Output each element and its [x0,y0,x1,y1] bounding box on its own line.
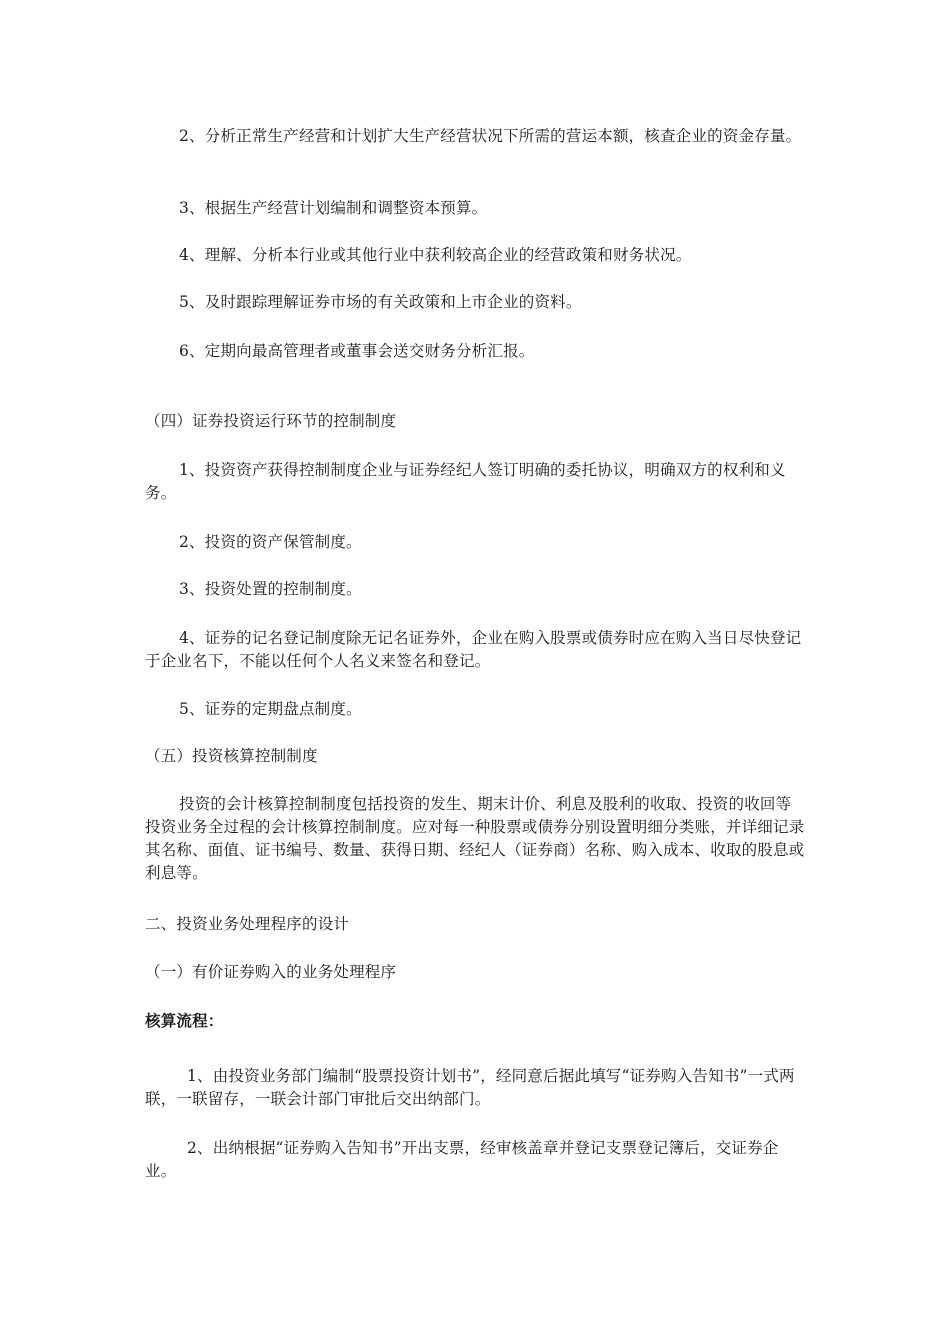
paragraph-item-5: 5、及时跟踪理解证券市场的有关政策和上市企业的资料。 [179,293,582,311]
paragraph-item-4: 4、理解、分析本行业或其他行业中获利较高企业的经营政策和财务状况。 [179,246,692,264]
paragraph-accounting: 投资的会计核算控制制度包括投资的发生、期末计价、利息及股利的收取、投资的收回等投资业务全过程的会计核算控制制度。应对每一种股票或债券分别设置明细分类账，并详细记录其名称、面值、证书编号、数量、获得日期、经纪人（证券商）名称、购入成本、收取的股息或利息等。 [145,795,805,882]
paragraph-item-2: 2、分析正常生产经营和计划扩大生产经营状况下所需的营运本额，核查企业的资金存量。 [179,127,802,145]
paragraph-control-1: 1、投资资产获得控制制度企业与证券经纪人签订明确的委托协议，明确双方的权利和义务。 [145,461,786,502]
subsection-heading-1: （一）有价证券购入的业务处理程序 [145,963,397,981]
paragraph-control-5: 5、证券的定期盘点制度。 [179,700,362,718]
paragraph-item-6: 6、定期向最高管理者或董事会送交财务分析汇报。 [179,342,535,360]
section-heading-2: 二、投资业务处理程序的设计 [145,915,350,933]
process-step-1: 1、由投资业务部门编制“股票投资计划书”，经同意后据此填写“证券购入告知书”一式两联，一联留存，一联会计部门审批后交出纳部门。 [145,1067,795,1108]
paragraph-control-2: 2、投资的资产保管制度。 [179,533,362,551]
section-heading-4: （四）证券投资运行环节的控制制度 [145,412,397,430]
paragraph-item-3: 3、根据生产经营计划编制和调整资本预算。 [179,199,488,217]
section-heading-5: （五）投资核算控制制度 [145,747,318,765]
process-step-2: 2、出纳根据“证券购入告知书”开出支票，经审核盖章并登记支票登记簿后，交证券企业。 [145,1139,779,1180]
process-label: 核算流程： [145,1011,224,1030]
paragraph-control-3: 3、投资处置的控制制度。 [179,580,362,598]
paragraph-control-4: 4、证券的记名登记制度除无记名证券外，企业在购入股票或债券时应在购入当日尽快登记于企业名下，不能以任何个人名义来签名和登记。 [145,629,802,670]
